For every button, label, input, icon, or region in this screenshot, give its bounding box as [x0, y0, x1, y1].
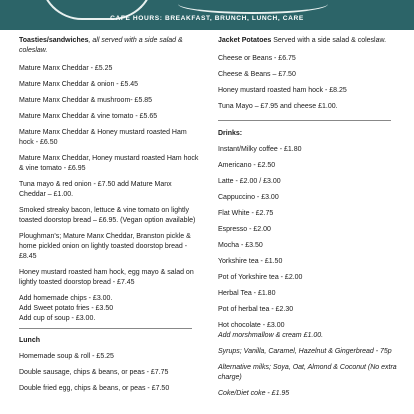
syrups-note: Syrups; Vanilla, Caramel, Hazelnut & Gingerbread - 75p: [218, 348, 392, 355]
potatoes-note: Served with a side salad & coleslaw.: [271, 37, 387, 44]
extra-item: Add cup of soup - £3.00.: [19, 315, 96, 322]
drink-item: Hot chocolate - £3.00: [218, 322, 285, 329]
menu-item: Cheese or Beans - £6.75: [218, 55, 296, 62]
menu-item: Cheese & Beans – £7.50: [218, 71, 296, 78]
menu-item: Mature Manx Cheddar & vine tomato - £5.65: [19, 113, 158, 120]
drink-item: Pot of herbal tea - £2.30: [218, 306, 294, 313]
menu-item: Mature Manx Cheddar & mushroom- £5.85: [19, 97, 153, 104]
coke-item: Coke/Diet coke - £1.95: [218, 390, 290, 397]
drink-item: Americano - £2.50: [218, 162, 276, 169]
menu-item: Double fried egg, chips & beans, or peas - £7.50: [19, 385, 170, 392]
menu-item: Tuna mayo & red onion - £7.50 add Mature Manx Cheddar – £1.00.: [19, 181, 172, 198]
left-column: [19, 30, 199, 394]
hot-chocolate-note: Add morshmallow & cream £1.00.: [218, 332, 324, 339]
menu-item: Smoked streaky bacon, lettuce & vine tomato on lightly toasted doorstop bread – £6.95. (Vegan option available): [19, 207, 196, 224]
drink-item: Herbal Tea - £1.80: [218, 290, 276, 297]
script-logo-graphic: [178, 0, 328, 14]
menu-item: Homemade soup & roll - £5.25: [19, 353, 114, 360]
menu-item: Honey mustard roasted ham hock - £8.25: [218, 87, 347, 94]
menu-item: Mature Manx Cheddar & onion - £5.45: [19, 81, 139, 88]
lunch-title: Lunch: [19, 337, 40, 344]
right-column: [218, 30, 400, 399]
menu-item: Mature Manx Cheddar & Honey mustard roasted Ham hock - £6.50: [19, 129, 187, 146]
menu-item: Honey mustard roasted ham hock, egg mayo & salad on lightly toasted doorstop bread - £7.45: [19, 269, 194, 286]
drinks-title: Drinks:: [218, 130, 243, 137]
drink-item: Cappuccino - £3.00: [218, 194, 279, 201]
drink-item: Pot of Yorkshire tea - £2.00: [218, 274, 303, 281]
menu-item: Mature Manx Cheddar, Honey mustard roasted Ham hock & vine tomato - £6.95: [19, 155, 199, 172]
header-banner: [0, 0, 414, 30]
milks-note: Alternative milks; Soya, Oat, Almond & Coconut (No extra charge): [218, 364, 397, 381]
drink-item: Mocha - £3.50: [218, 242, 263, 249]
menu-item: Mature Manx Cheddar - £5.25: [19, 65, 113, 72]
cafe-hours: CAFE HOURS: BREAKFAST, BRUNCH, LUNCH, CARE: [110, 15, 304, 22]
extra-item: Add homemade chips - £3.00.: [19, 295, 113, 302]
menu-item: Double sausage, chips & beans, or peas - £7.75: [19, 369, 169, 376]
extra-item: Add Sweet potato fries - £3.50: [19, 305, 114, 312]
toasties-heading: [19, 36, 199, 56]
menu-item: Tuna Mayo – £7.95 and cheese £1.00.: [218, 103, 338, 110]
potatoes-heading: [218, 36, 400, 46]
menu-item: Ploughman's; Mature Manx Cheddar, Branston pickle & home pickled onion on lightly toasted doorstop bread - £8.45: [19, 233, 191, 260]
drink-item: Latte - £2.00 / £3.00: [218, 178, 281, 185]
drink-item: Espresso - £2.00: [218, 226, 271, 233]
toasties-note: , all served with a side salad & coleslaw.: [19, 37, 183, 54]
drink-item: Instant/Milky coffee - £1.80: [218, 146, 302, 153]
drink-item: Yorkshire tea - £1.50: [218, 258, 283, 265]
potatoes-title: Jacket Potatoes: [218, 37, 272, 44]
toasties-title: Toasties/sandwiches: [19, 37, 89, 44]
drink-item: Flat White - £2.75: [218, 210, 274, 217]
